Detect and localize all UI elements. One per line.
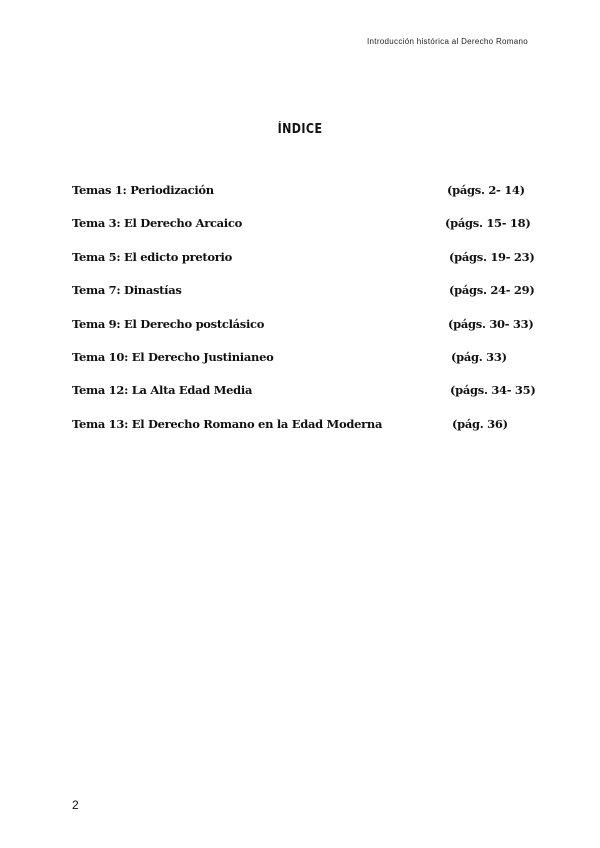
- page-title: ÍNDICE: [277, 122, 323, 137]
- toc-entry: [72, 317, 542, 350]
- running-header: Introducción histórica al Derecho Romano: [367, 37, 528, 46]
- toc-entry-pages: (págs. 24- 29): [449, 283, 535, 298]
- toc-entry-pages: (págs. 30- 33): [448, 316, 534, 331]
- toc-entry: [72, 417, 542, 450]
- toc-entry-pages: (págs. 19- 23): [449, 249, 535, 264]
- toc-entry-pages: (pág. 33): [451, 349, 507, 364]
- toc-entry-label: Tema 9: El Derecho postclásico: [72, 316, 265, 331]
- toc-entry-label: Tema 12: La Alta Edad Media: [72, 383, 253, 398]
- toc-entry: [72, 250, 542, 283]
- toc-entry: [72, 216, 542, 249]
- page-number: 2: [72, 798, 79, 812]
- toc-entry: [72, 183, 542, 216]
- toc-entry-pages: (págs. 15- 18): [445, 216, 531, 231]
- toc-entry-label: Tema 3: El Derecho Arcaico: [72, 216, 242, 231]
- toc-entry-label: Tema 13: El Derecho Romano en la Edad Moderna: [72, 416, 383, 431]
- toc-entry-pages: (pág. 36): [452, 416, 508, 431]
- toc-entry: [72, 283, 542, 316]
- toc-entry-label: Tema 7: Dinastías: [72, 283, 182, 298]
- table-of-contents: [72, 183, 542, 450]
- toc-entry-label: Temas 1: Periodización: [72, 183, 214, 197]
- toc-entry-label: Tema 10: El Derecho Justinianeo: [72, 349, 274, 364]
- toc-entry-pages: (págs. 34- 35): [450, 383, 536, 398]
- toc-entry-label: Tema 5: El edicto pretorio: [72, 249, 232, 264]
- toc-entry-pages: (págs. 2- 14): [447, 183, 525, 197]
- toc-entry: [72, 350, 542, 383]
- toc-entry: [72, 383, 542, 416]
